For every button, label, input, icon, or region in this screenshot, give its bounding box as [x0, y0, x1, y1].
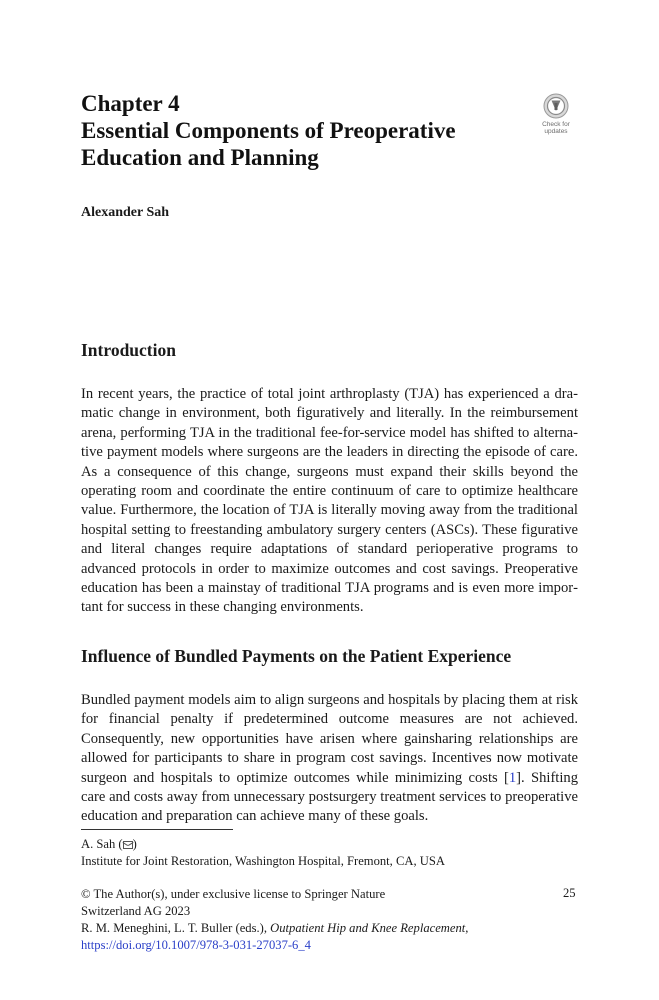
chapter-heading [81, 90, 501, 171]
page-number: 25 [563, 886, 576, 900]
section-heading-introduction: Introduction [81, 340, 176, 360]
introduction-paragraph: In recent years, the practice of total joint arthroplasty (TJA) has experienced a dramatic change in environment, both figuratively and literally. In the reimbursement arena, performing TJA in the traditional fee-for-service model has shifted to alternative payment models where surgeons are the leaders in directing the episode of care. As a consequence of this change, surgeons must expand their skills beyond the operating room and coordinate the entire continuum of care to optimize healthcare value. Furthermore, the location of TJA is literally moving away from the traditional hospital setting to freestanding ambulatory surgery centers (ASCs). These figurative and literal changes require adaptations of standard perioperative programs to advanced protocols in order to maximize outcomes and cost savings. Preoperative education has been a mainstay of traditional TJA programs and is even more important for success in these changing environments. [81, 386, 578, 616]
book-editors: R. M. Meneghini, L. T. Buller (eds.), [81, 921, 271, 935]
author-name: Alexander Sah [81, 205, 170, 220]
copyright-line-2: Switzerland AG 2023 [81, 904, 191, 918]
citation-link[interactable]: 1 [508, 769, 517, 786]
book-title-end: , [465, 921, 469, 935]
chapter-title-line-1: Essential Components of Preoperative [81, 118, 456, 143]
footnote-author-close: ) [132, 837, 137, 851]
copyright-line-1: © The Author(s), under exclusive license to Springer Nature [81, 887, 386, 901]
doi-link[interactable]: https://doi.org/10.1007/978-3-031-27037-6_4 [81, 938, 311, 952]
paragraph-text-end: ]. Shifting care and costs away from unnecessary postsurgery treatment services to preoperative education and preparation can achieve many of these goals. [81, 769, 579, 825]
book-citation [81, 920, 468, 936]
chapter-title-line-2: Education and Planning [81, 145, 319, 170]
book-title: Outpatient Hip and Knee Replacement [270, 921, 466, 935]
badge-label-line-2: updates [544, 128, 568, 135]
footnote-affiliation: Institute for Joint Restoration, Washington Hospital, Fremont, CA, USA [81, 854, 445, 868]
section-heading-bundled-payments: Influence of Bundled Payments on the Patient Experience [81, 646, 512, 666]
footnote-author-name: A. Sah ( [81, 837, 123, 851]
email-envelope-icon[interactable] [123, 841, 133, 849]
badge-label-line-1: Check for [542, 121, 570, 128]
check-for-updates-badge[interactable] [531, 93, 581, 139]
check-for-updates-icon [543, 93, 569, 119]
bundled-payments-paragraph [81, 691, 578, 827]
footnote-divider [81, 829, 233, 830]
footnote-author [81, 836, 137, 852]
chapter-number: Chapter 4 [81, 91, 180, 116]
paragraph-text: Bundled payment models aim to align surgeons and hospitals by placing them at risk for financial penalty if predetermined outcome measures are not achieved. Consequently, new opportunities have arisen where gainsharing relationships are allowed for participants to share in program cost savings. Incentives now motivate surgeon and hospitals to optimize outcomes while minimizing costs [ [81, 692, 578, 786]
